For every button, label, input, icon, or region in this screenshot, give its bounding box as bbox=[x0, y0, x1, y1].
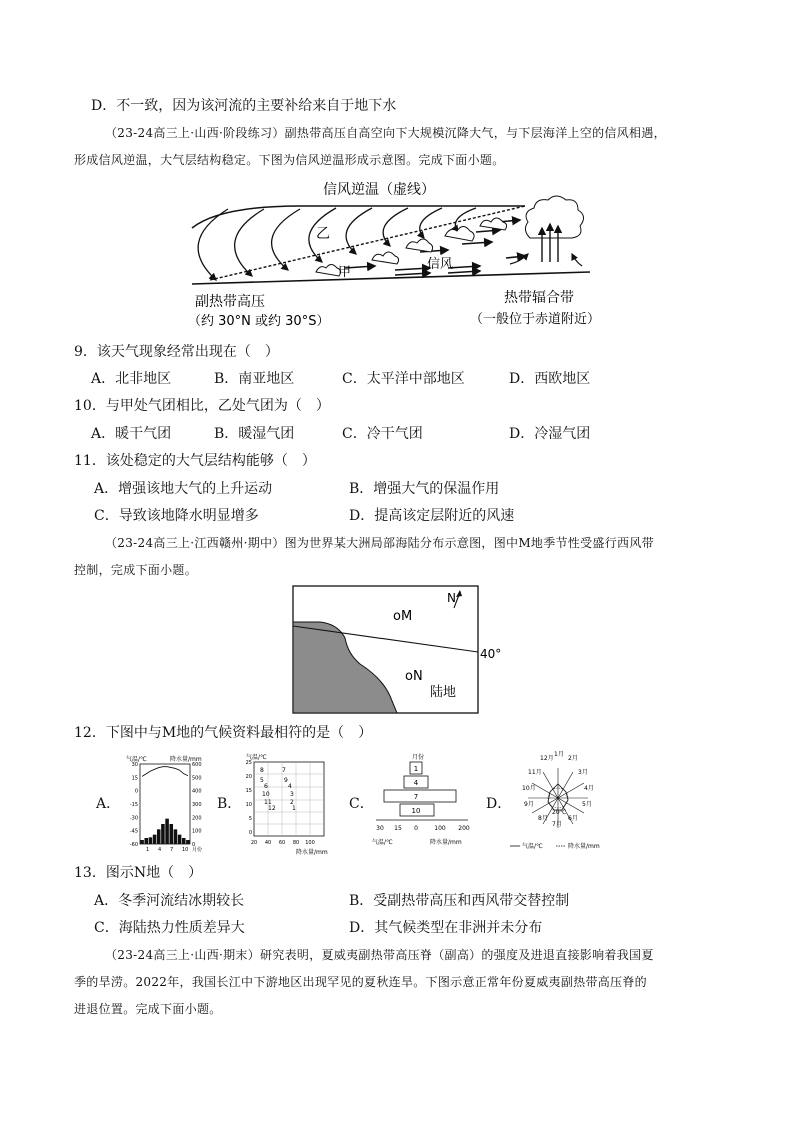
chart-c-x-tick: 200 bbox=[458, 825, 470, 832]
chart-c-row: 1 bbox=[413, 765, 419, 773]
chart-a-temp-label: 气温/℃ bbox=[126, 756, 147, 763]
chart-c-x-tick: 0 bbox=[414, 825, 418, 832]
chart-b-month: 11 bbox=[264, 799, 272, 806]
q9-option-d[interactable]: D．西欧地区 bbox=[509, 371, 591, 387]
chart-b-month: 4 bbox=[288, 783, 292, 790]
chart-c-x-tick: 30 bbox=[376, 825, 384, 832]
q9-stem: 9．该天气现象经常出现在（ ） bbox=[74, 344, 279, 360]
fig1-xinfeng: 信风 bbox=[427, 257, 454, 272]
chart-a-right-tick: 0 bbox=[192, 842, 196, 848]
chart-d-month: 7月 bbox=[552, 821, 562, 828]
chart-b-y-tick: 15 bbox=[245, 788, 252, 794]
fig1-itcz-location: （一般位于赤道附近） bbox=[470, 312, 601, 327]
chart-a-right-tick: 600 bbox=[192, 762, 202, 768]
chart-a-right-tick: 500 bbox=[192, 775, 202, 782]
chart-b-month: 9 bbox=[284, 777, 288, 784]
chart-d-month: 12月 bbox=[540, 755, 554, 762]
chart-a-x-label: 1 bbox=[146, 847, 150, 853]
fig1-yi: 乙 bbox=[316, 226, 330, 242]
point-m: oM bbox=[393, 609, 413, 624]
q10-stem: 10．与甲处气团相比，乙处气团为（ ） bbox=[74, 398, 330, 414]
q13-option-c[interactable]: C．海陆热力性质差异大 bbox=[94, 920, 245, 936]
chart-a-bar bbox=[174, 829, 178, 844]
chart-b-x-tick: 20 bbox=[250, 840, 258, 846]
q8-option-d: D．不一致，因为该河流的主要补给来自于地下水 bbox=[91, 98, 397, 114]
chart-a-bar bbox=[186, 840, 190, 844]
q13-option-d[interactable]: D．其气候类型在非洲并未分布 bbox=[349, 920, 543, 936]
chart-a-right-tick: 200 bbox=[192, 815, 202, 822]
chart-b-month: 3 bbox=[290, 791, 294, 798]
north-label: N bbox=[447, 591, 456, 605]
intro-2-line-2: 控制，完成下面小题。 bbox=[74, 563, 198, 577]
q9-option-c[interactable]: C．太平洋中部地区 bbox=[342, 371, 465, 387]
q12-stem: 12．下图中与M地的气候资料最相符的是（ ） bbox=[74, 725, 373, 741]
chart-a-x-label: 7 bbox=[170, 847, 174, 853]
chart-a-bar bbox=[149, 837, 153, 844]
chart-a-left-tick: -60 bbox=[129, 842, 138, 848]
chart-d-month: 3月 bbox=[578, 769, 588, 776]
chart-b-y-tick: 20 bbox=[245, 774, 252, 780]
chart-a-bar bbox=[169, 824, 173, 844]
q12-option-b[interactable]: B． bbox=[217, 796, 242, 812]
chart-a-bar bbox=[178, 835, 182, 844]
chart-d-legend-temp: 气温/℃ bbox=[522, 843, 543, 850]
chart-b-month: 10 bbox=[262, 791, 270, 798]
chart-a-left-tick: 15 bbox=[131, 775, 138, 782]
chart-a-left-tick: -30 bbox=[129, 815, 138, 822]
chart-a-bar bbox=[153, 835, 157, 844]
chart-b-month: 6 bbox=[264, 783, 268, 790]
chart-c-x-tick: 15 bbox=[394, 825, 402, 832]
chart-d-month: 11月 bbox=[528, 769, 542, 776]
chart-b-month: 12 bbox=[268, 805, 276, 812]
q11-option-d[interactable]: D．提高该定层附近的风速 bbox=[349, 508, 515, 524]
chart-d-month: 10月 bbox=[522, 785, 536, 792]
intro-2-line-1: （23-24高三上·江西赣州·期中）图为世界某大洲局部海陆分布示意图，图中M地季节性受盛行西风带 bbox=[105, 536, 654, 550]
chart-d-month: 2月 bbox=[568, 755, 578, 762]
climate-chart-a bbox=[120, 754, 210, 854]
chart-a-bar bbox=[157, 829, 161, 844]
chart-d-legend-precip: 降水量/mm bbox=[568, 843, 600, 850]
towering-cloud bbox=[525, 196, 583, 238]
fig1-jia: 甲 bbox=[338, 265, 352, 280]
chart-a-bar bbox=[140, 840, 144, 844]
climate-chart-d bbox=[506, 750, 616, 854]
q10-option-b[interactable]: B．暖湿气团 bbox=[214, 426, 295, 442]
fig1-itcz: 热带辐合带 bbox=[504, 290, 574, 306]
chart-d-month: 9月 bbox=[524, 801, 534, 808]
chart-b-x-tick: 40 bbox=[264, 840, 272, 846]
chart-d-month: 5月 bbox=[582, 801, 592, 808]
chart-a-right-tick: 400 bbox=[192, 788, 202, 795]
chart-a-bar bbox=[161, 824, 165, 844]
fig1-subtropical-high: 副热带高压 bbox=[195, 294, 265, 310]
q13-stem: 13．图示N地（ ） bbox=[74, 865, 203, 881]
chart-c-row: 7 bbox=[413, 793, 419, 801]
chart-d-center-label: 20℃ bbox=[552, 809, 567, 816]
chart-a-x-label: 10 bbox=[182, 847, 189, 853]
chart-a-right-tick: 300 bbox=[192, 802, 202, 808]
climate-chart-b bbox=[240, 752, 340, 856]
chart-c-row: 10 bbox=[411, 807, 421, 815]
intro-1-line-2: 形成信风逆温，大气层结构稳定。下图为信风逆温形成示意图。完成下面小题。 bbox=[74, 153, 505, 167]
q11-option-c[interactable]: C．导致该地降水明显增多 bbox=[94, 508, 259, 524]
chart-b-y-tick: 10 bbox=[245, 802, 252, 808]
intro-3-line-3: 进退位置。完成下面小题。 bbox=[74, 1002, 222, 1016]
chart-c-right-label: 降水量/mm bbox=[430, 839, 462, 846]
chart-a-precip-label: 降水量/mm bbox=[170, 756, 202, 763]
chart-d-month: 8月 bbox=[538, 815, 548, 822]
q11-option-b[interactable]: B．增强大气的保温作用 bbox=[349, 481, 500, 497]
q12-option-c[interactable]: C． bbox=[349, 796, 374, 812]
chart-b-month: 1 bbox=[292, 805, 296, 812]
chart-b-x-tick: 100 bbox=[305, 840, 315, 846]
chart-a-bar bbox=[182, 838, 186, 844]
q11-stem: 11．该处稳定的大气层结构能够（ ） bbox=[74, 453, 316, 469]
chart-a-left-tick: 0 bbox=[134, 788, 138, 795]
trade-wind-inversion-figure bbox=[180, 176, 620, 332]
chart-a-bar bbox=[165, 819, 169, 844]
q9-option-a[interactable]: A．北非地区 bbox=[91, 371, 172, 387]
q9-option-b[interactable]: B．南亚地区 bbox=[214, 371, 295, 387]
chart-b-y-tick: 25 bbox=[245, 760, 252, 766]
point-n: oN bbox=[405, 669, 423, 684]
q12-option-a[interactable]: A． bbox=[96, 796, 121, 812]
land-label: 陆地 bbox=[430, 685, 457, 700]
land-sea-map bbox=[290, 584, 504, 716]
q13-option-b[interactable]: B．受副热带高压和西风带交替控制 bbox=[349, 893, 570, 909]
q11-option-a[interactable]: A．增强该地大气的上升运动 bbox=[94, 481, 273, 497]
q10-option-c[interactable]: C．冷干气团 bbox=[342, 426, 423, 442]
chart-a-x-label: 月份 bbox=[192, 847, 203, 853]
chart-c-header: 月份 bbox=[412, 754, 425, 761]
chart-b-y-label: 气温/℃ bbox=[246, 754, 267, 761]
chart-d-month: 6月 bbox=[568, 815, 578, 822]
chart-b-month: 2 bbox=[290, 799, 294, 806]
chart-b-month: 5 bbox=[260, 777, 264, 784]
q13-option-a[interactable]: A．冬季河流结冰期较长 bbox=[94, 893, 245, 909]
chart-d-month: 1月 bbox=[554, 751, 564, 758]
q12-option-d[interactable]: D． bbox=[486, 796, 512, 812]
chart-d-month: 4月 bbox=[584, 785, 594, 792]
climate-chart-c bbox=[370, 752, 476, 852]
q10-option-a[interactable]: A．暖干气团 bbox=[91, 426, 172, 442]
intro-3-line-1: （23-24高三上·山西·期末）研究表明，夏威夷副热带高压脊（副高）的强度及进退直接影响着我国夏 bbox=[105, 948, 654, 962]
chart-c-row: 4 bbox=[413, 779, 419, 787]
chart-b-month: 7 bbox=[282, 767, 286, 774]
chart-b-y-tick: 5 bbox=[248, 816, 252, 822]
chart-a-right-tick: 100 bbox=[192, 828, 202, 835]
chart-c-x-tick: 100 bbox=[434, 825, 446, 832]
chart-b-x-label: 降水量/mm bbox=[296, 849, 328, 856]
chart-a-bar bbox=[144, 838, 148, 844]
chart-b-x-tick: 60 bbox=[278, 840, 286, 846]
chart-b-x-tick: 80 bbox=[292, 840, 300, 846]
q10-option-d[interactable]: D．冷湿气团 bbox=[509, 426, 591, 442]
fig1-subtropical-high-lat: （约 30°N 或约 30°S） bbox=[188, 314, 330, 329]
chart-a-left-tick: 30 bbox=[131, 762, 138, 768]
chart-c-left-label: 气温/℃ bbox=[372, 839, 393, 846]
intro-3-line-2: 季的旱涝。2022年，我国长江中下游地区出现罕见的夏秋连旱。下图示意正常年份夏威夷副热带高压脊的 bbox=[74, 975, 647, 989]
fig1-title: 信风逆温（虚线） bbox=[323, 182, 435, 198]
chart-b-month: 8 bbox=[260, 767, 264, 774]
chart-b-y-tick: 0 bbox=[248, 830, 252, 836]
chart-a-left-tick: -15 bbox=[129, 802, 138, 808]
chart-a-x-label: 4 bbox=[158, 847, 162, 853]
intro-1-line-1: （23-24高三上·山西·阶段练习）副热带高压自高空向下大规模沉降大气，与下层海洋上空的信风相遇， bbox=[105, 126, 666, 140]
latitude-label: 40° bbox=[480, 647, 502, 661]
chart-a-left-tick: -45 bbox=[129, 828, 138, 835]
